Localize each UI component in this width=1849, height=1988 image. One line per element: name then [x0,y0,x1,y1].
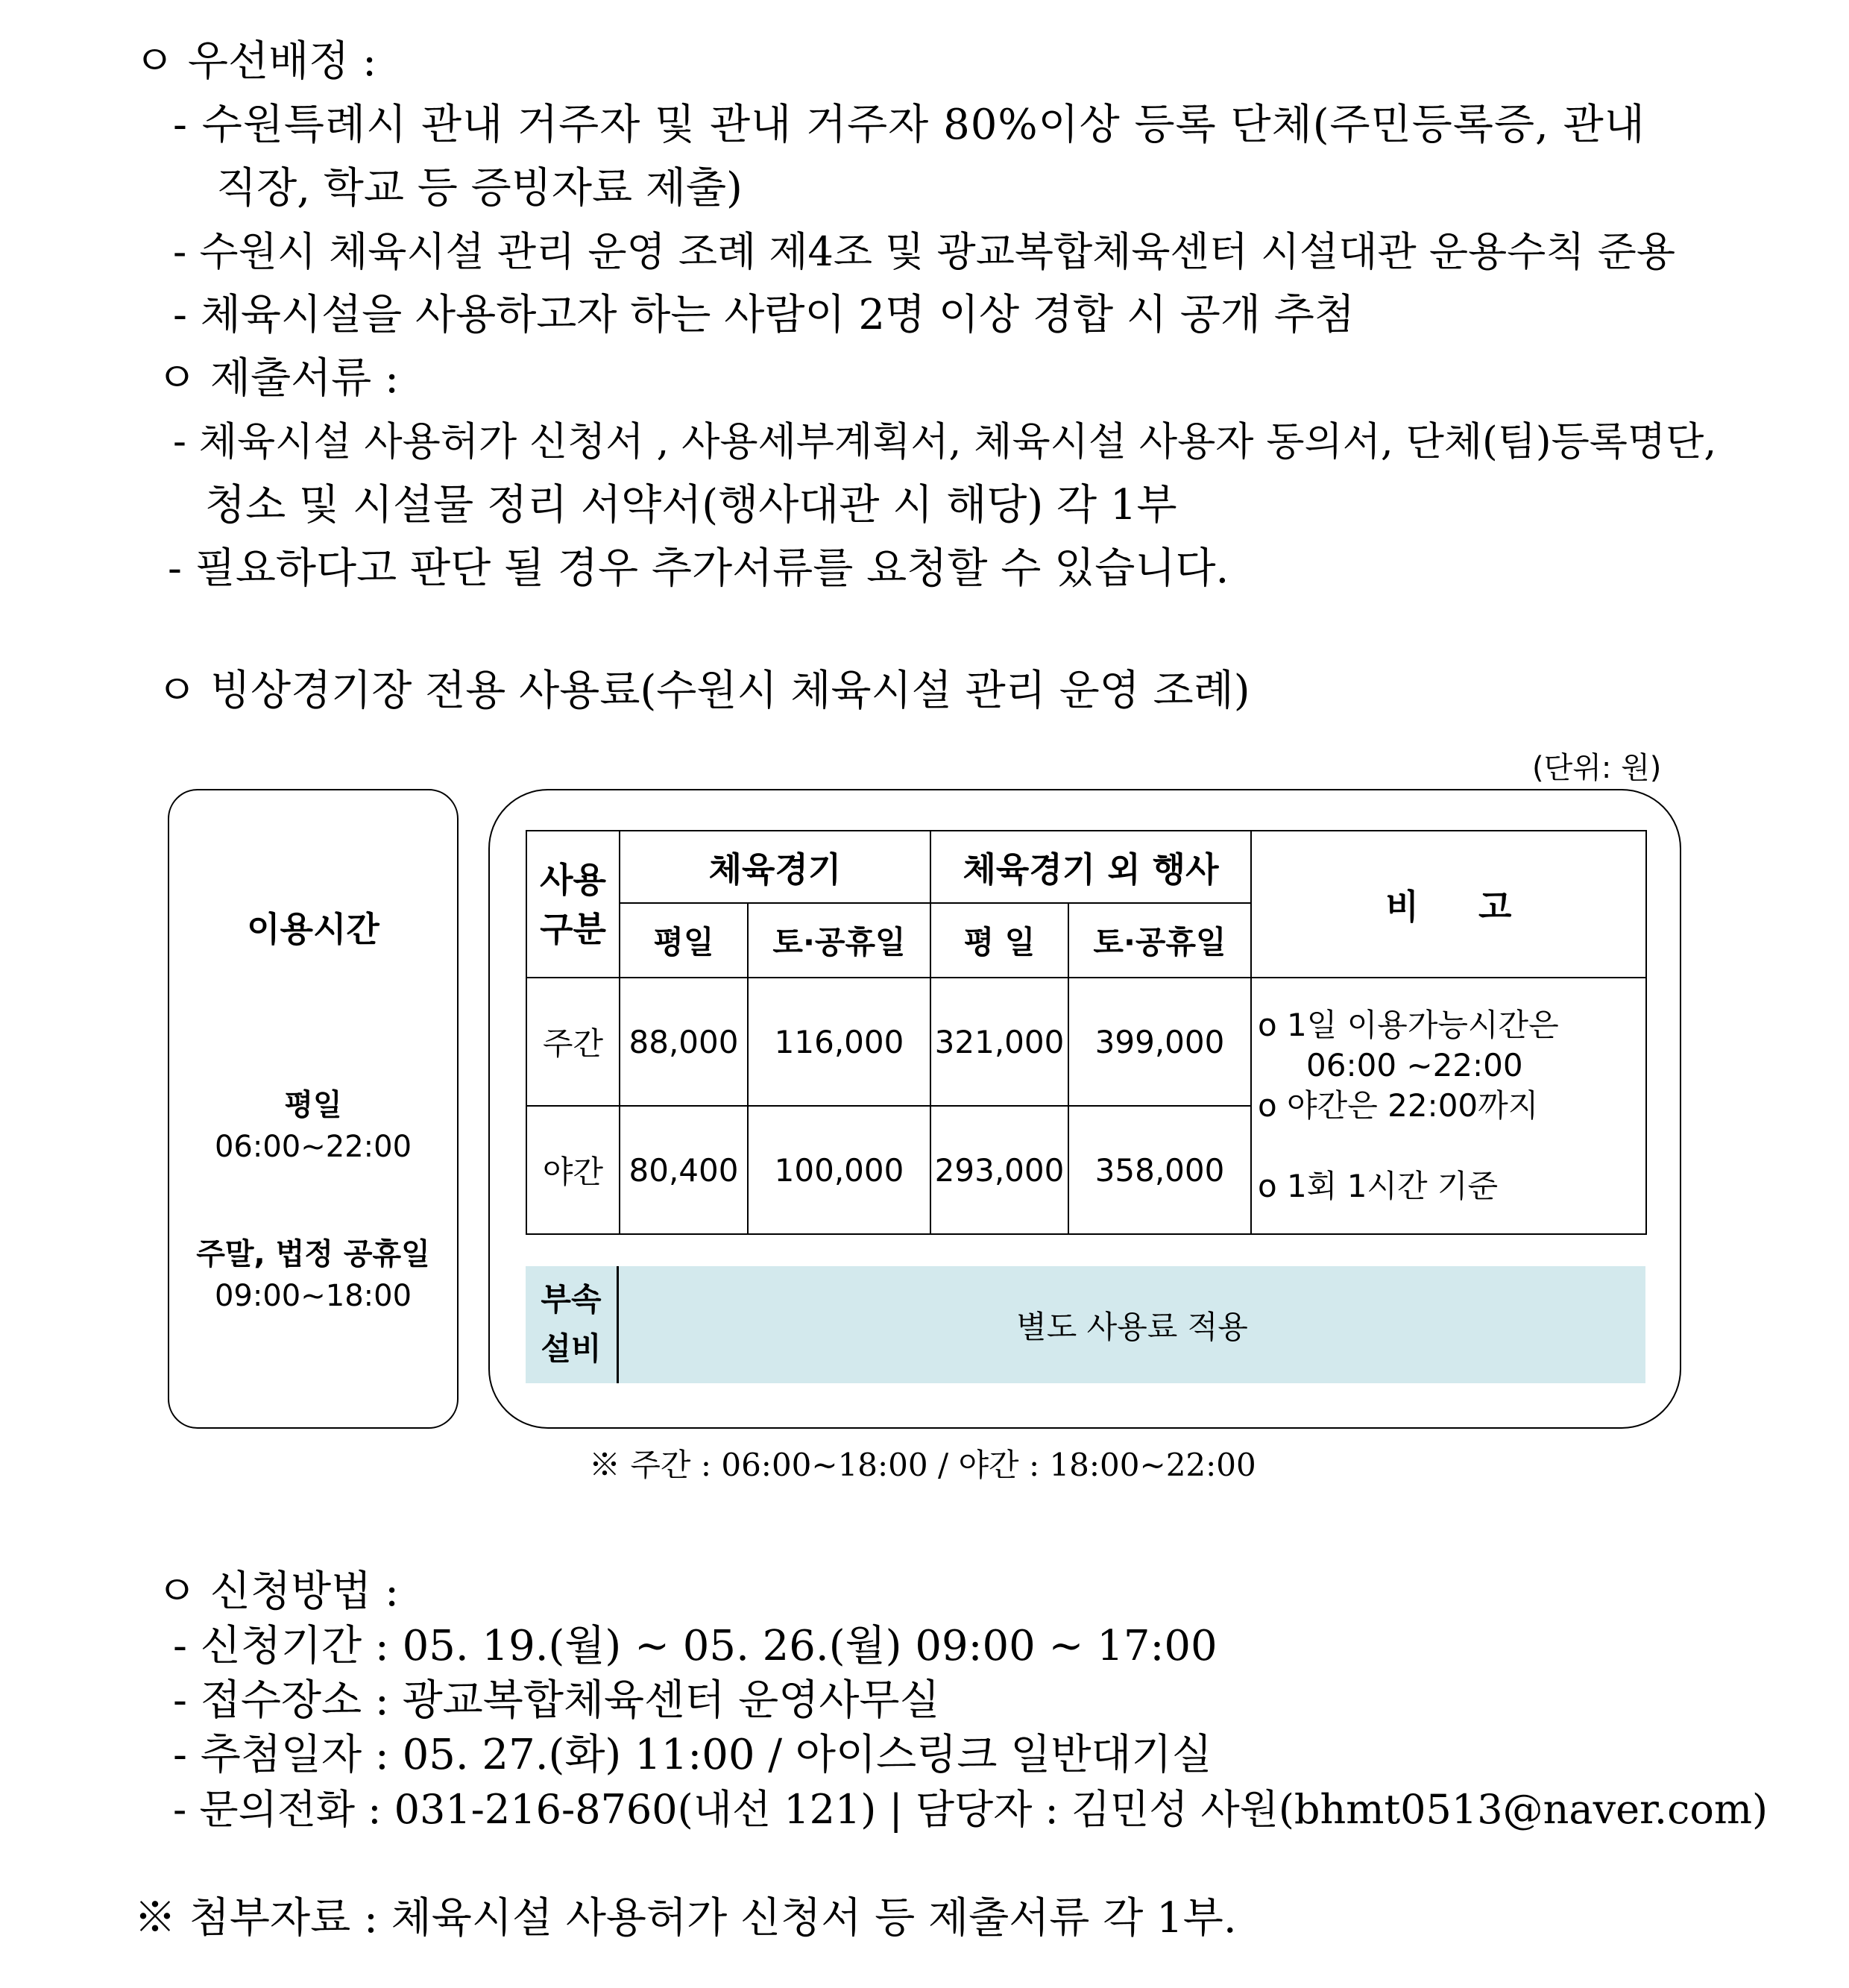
col-type-a: 사용 [540,859,606,900]
col-note: 비 고 [1251,831,1646,978]
documents-line-1a: - 체육시설 사용허가 신청서 , 사용세부계획서, 체육시설 사용자 동의서, 단체(팀)등록명단, [173,419,1717,465]
note-cell [1251,978,1646,1234]
col-type [526,831,620,978]
note-3: o 1회 1시간 기준 [1258,1168,1499,1204]
apply-place: - 접수장소 : 광교복합체육센터 운영사무실 [173,1676,940,1725]
sub-weekday-event: 평 일 [930,903,1068,978]
cell-value: 100,000 [748,1106,930,1234]
priority-heading: ㅇ 우선배정 : [134,37,377,86]
extra-label [526,1266,619,1383]
cell-value: 399,000 [1068,978,1251,1106]
row-label: 주간 [526,978,620,1106]
cell-value: 293,000 [930,1106,1068,1234]
note-1b: 06:00 ~22:00 [1306,1047,1523,1083]
note-2: o 야간은 22:00까지 [1258,1087,1539,1124]
cell-value: 321,000 [930,978,1068,1106]
note-1: o 1일 이용가능시간은 [1258,1007,1559,1043]
row-label: 야간 [526,1106,620,1234]
apply-period: - 신청기간 : 05. 19.(월) ~ 05. 26.(월) 09:00 ~ 17:00 [173,1622,1218,1670]
usage-hours-box [168,789,459,1429]
priority-line-1a: - 수원특례시 관내 거주자 및 관내 거주자 80%이상 등록 단체(주민등록증, 관내 [173,101,1645,149]
documents-heading: ㅇ 제출서류 : [157,354,399,403]
weekend-label: 주말, 법정 공휴일 [196,1237,430,1271]
apply-draw: - 추첨일자 : 05. 27.(화) 11:00 / 아이스링크 일반대기실 [173,1731,1212,1779]
extra-equipment-row [526,1266,1645,1383]
documents-line-2: - 필요하다고 판단 될 경우 추가서류를 요청할 수 있습니다. [168,544,1229,593]
weekday-label: 평일 [284,1088,342,1122]
unit-label: (단위: 원) [1532,751,1662,785]
cell-value: 358,000 [1068,1106,1251,1234]
documents-line-1b: 청소 및 시설물 정리 서약서(행사대관 시 해당) 각 1부 [205,481,1177,529]
col-event: 체육경기 외 행사 [930,831,1251,903]
weekday-hours: 06:00~22:00 [214,1130,412,1164]
table-row [526,978,1646,1106]
hours-title: 이용시간 [247,909,379,949]
apply-heading: ㅇ 신청방법 : [157,1567,399,1616]
priority-line-1b: 직장, 학교 등 증빙자료 제출) [216,164,743,213]
priority-line-2: - 수원시 체육시설 관리 운영 조례 제4조 및 광교복합체육센터 시설대관 운용수칙 준용 [173,228,1675,275]
fees-heading: ㅇ 빙상경기장 전용 사용료(수원시 체육시설 관리 운영 조례) [157,667,1250,715]
fee-table [526,830,1647,1235]
sub-weekday: 평일 [620,903,748,978]
fee-footnote: ※ 주간 : 06:00~18:00 / 야간 : 18:00~22:00 [589,1447,1256,1483]
weekend-hours: 09:00~18:00 [214,1279,412,1313]
extra-label-b: 설비 [541,1330,602,1367]
cell-value: 116,000 [748,978,930,1106]
apply-contact: - 문의전화 : 031-216-8760(내선 121) | 담당자 : 김민성 사원(bhmt0513@naver.com) [173,1786,1768,1833]
col-sports: 체육경기 [620,831,930,903]
sub-holiday-event: 토·공휴일 [1068,903,1251,978]
attachment-note: ※ 첨부자료 : 체육시설 사용허가 신청서 등 제출서류 각 1부. [134,1894,1237,1943]
cell-value: 88,000 [620,978,748,1106]
extra-value: 별도 사용료 적용 [1016,1308,1248,1345]
cell-value: 80,400 [620,1106,748,1234]
sub-holiday: 토·공휴일 [748,903,930,978]
col-type-b: 구분 [540,908,606,949]
priority-line-3: - 체육시설을 사용하고자 하는 사람이 2명 이상 경합 시 공개 추첨 [173,291,1355,339]
extra-label-a: 부속 [541,1281,602,1318]
